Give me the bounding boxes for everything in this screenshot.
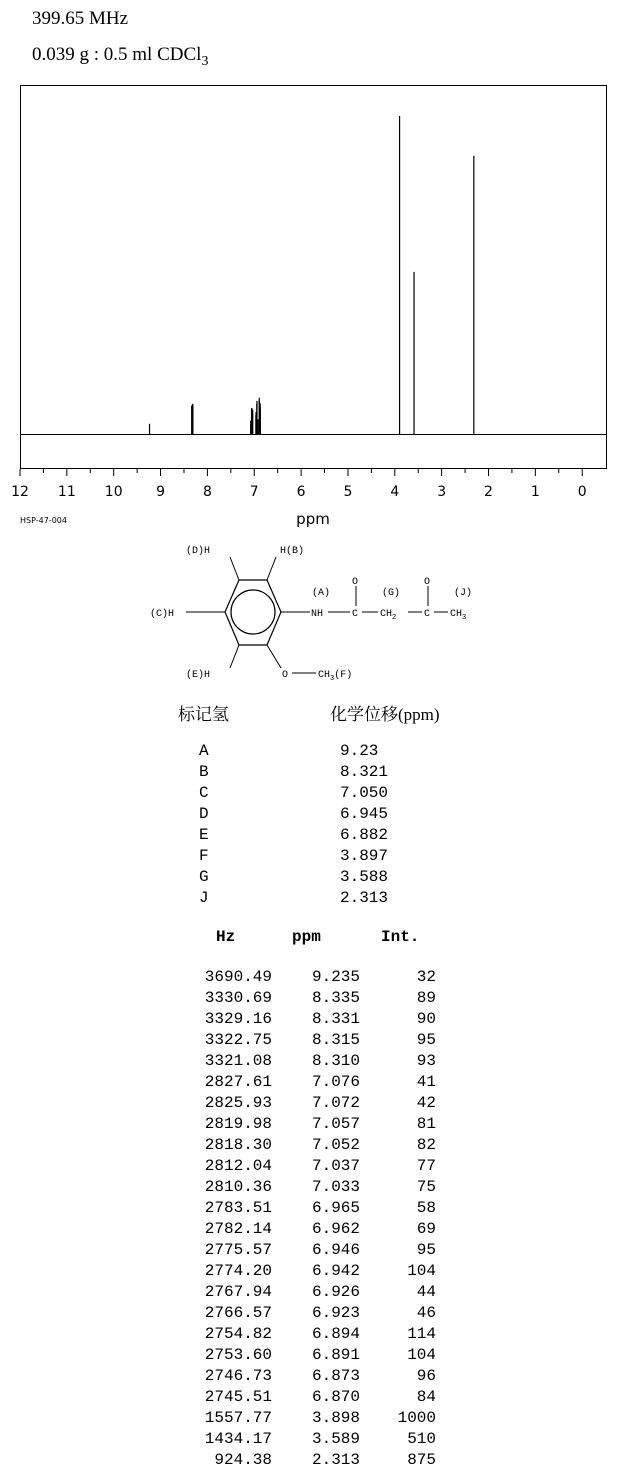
peak-row	[0, 1157, 626, 1178]
peak-hz: 3330.69	[204, 989, 272, 1007]
peak-ppm: 6.894	[311, 1325, 360, 1343]
peak-int: 84	[416, 1388, 436, 1406]
shift-col-shift: 化学位移(ppm)	[330, 705, 440, 724]
tick-label-4: 4	[390, 484, 400, 500]
peak-hz: 3329.16	[204, 1010, 272, 1028]
peak-ppm: 8.310	[311, 1052, 360, 1070]
peak-ppm: 6.873	[311, 1367, 360, 1385]
peak-ppm: 6.870	[311, 1388, 360, 1406]
sample-subscript: 3	[201, 53, 209, 69]
shift-value: 6.945	[340, 805, 389, 823]
peak-hz: 2774.20	[204, 1262, 272, 1280]
peak-int: 46	[416, 1304, 436, 1322]
peak-int: 58	[416, 1199, 436, 1217]
peak-ppm: 7.076	[311, 1073, 360, 1091]
shift-value: 9.23	[340, 742, 379, 760]
peak-ppm: 6.891	[311, 1346, 360, 1364]
och3-subscript: 3	[330, 675, 335, 683]
peak-ppm: 7.037	[311, 1157, 360, 1175]
peak-row	[0, 1262, 626, 1283]
bond-d	[230, 557, 239, 580]
peak-int: 32	[416, 968, 436, 986]
label-g: (G)	[382, 588, 401, 599]
peak-hz: 2810.36	[204, 1178, 272, 1196]
tick-label-3: 3	[437, 484, 447, 500]
peak-int: 41	[416, 1073, 436, 1091]
peak-ppm: 6.962	[311, 1220, 360, 1238]
peak-int: 82	[416, 1136, 436, 1154]
spectrometer-frequency: 399.65 MHz	[32, 8, 129, 29]
bond-b	[267, 557, 276, 580]
peak-hz: 2818.30	[204, 1136, 272, 1154]
ch2-subscript: 2	[392, 614, 397, 622]
shift-row	[0, 889, 626, 910]
peak-hz: 1557.77	[204, 1409, 272, 1427]
shift-label: F	[199, 847, 209, 865]
peak-col-int: Int.	[381, 928, 420, 946]
atom-ch2	[380, 609, 396, 622]
peak-ppm: 6.965	[311, 1199, 360, 1217]
shift-row	[0, 847, 626, 868]
peak-row	[0, 1325, 626, 1346]
peak-row	[0, 1010, 626, 1031]
peak-hz: 3321.08	[204, 1052, 272, 1070]
shift-value: 7.050	[340, 784, 389, 802]
ch3-subscript: 3	[462, 614, 467, 622]
atom-c-1: C	[352, 609, 359, 620]
peak-int: 1000	[397, 1409, 436, 1427]
tick-label-5: 5	[343, 484, 353, 500]
peak-int: 96	[416, 1367, 436, 1385]
peak-hz: 2825.93	[204, 1094, 272, 1112]
shift-label: A	[199, 742, 209, 760]
label-b: H(B)	[280, 546, 305, 557]
shift-row	[0, 784, 626, 805]
peak-int: 104	[407, 1346, 436, 1364]
peak-row	[0, 1136, 626, 1157]
ch3-text: CH	[450, 609, 463, 620]
peak-row	[0, 1052, 626, 1073]
shift-label: G	[199, 868, 209, 886]
atom-ch3	[450, 609, 466, 622]
peak-ppm: 6.926	[311, 1283, 360, 1301]
shift-value: 3.588	[340, 868, 389, 886]
label-d: (D)H	[186, 546, 211, 557]
och3-text: CH	[318, 670, 331, 681]
shift-row	[0, 763, 626, 784]
atom-o-1: O	[352, 577, 359, 588]
peak-hz: 2827.61	[204, 1073, 272, 1091]
peak-int: 90	[416, 1010, 436, 1028]
peak-ppm: 2.313	[311, 1451, 360, 1469]
tick-label-6: 6	[296, 484, 306, 500]
peak-row	[0, 1304, 626, 1325]
bond-e	[230, 645, 239, 668]
peak-row	[0, 1241, 626, 1262]
peak-hz: 3322.75	[204, 1031, 272, 1049]
peak-int: 89	[416, 989, 436, 1007]
peak-hz: 2767.94	[204, 1283, 272, 1301]
peak-int: 510	[407, 1430, 436, 1448]
peak-ppm: 3.589	[311, 1430, 360, 1448]
molecule-structure	[0, 0, 626, 700]
och3-label-f: (F)	[334, 670, 353, 681]
peak-hz: 2753.60	[204, 1346, 272, 1364]
peak-row	[0, 989, 626, 1010]
atom-och3	[318, 669, 352, 683]
label-a: (A)	[312, 588, 331, 599]
peak-int: 93	[416, 1052, 436, 1070]
peak-row	[0, 1178, 626, 1199]
peak-ppm: 6.946	[311, 1241, 360, 1259]
shift-row	[0, 868, 626, 889]
peak-int: 95	[416, 1031, 436, 1049]
tick-label-8: 8	[202, 484, 212, 500]
peak-table	[0, 968, 626, 1472]
shift-value: 8.321	[340, 763, 389, 781]
peak-col-ppm: ppm	[292, 928, 321, 946]
peak-hz: 2766.57	[204, 1304, 272, 1322]
peak-row	[0, 1031, 626, 1052]
peak-hz: 2783.51	[204, 1199, 272, 1217]
label-j: (J)	[454, 588, 473, 599]
shift-label: E	[199, 826, 209, 844]
peak-hz: 1434.17	[204, 1430, 272, 1448]
shift-label: J	[199, 889, 209, 907]
ch2-text: CH	[380, 609, 393, 620]
peak-hz: 924.38	[214, 1451, 272, 1469]
tick-label-2: 2	[484, 484, 493, 500]
peak-int: 44	[416, 1283, 436, 1301]
x-axis-label: ppm	[296, 510, 330, 528]
atom-c-2: C	[424, 609, 431, 620]
peak-row	[0, 1115, 626, 1136]
peak-row	[0, 1388, 626, 1409]
shift-col-label: 标记氢	[178, 705, 229, 724]
shift-label: C	[199, 784, 209, 802]
peak-row	[0, 1094, 626, 1115]
peak-ppm: 7.052	[311, 1136, 360, 1154]
tick-label-7: 7	[249, 484, 259, 500]
tick-label-11: 11	[57, 484, 76, 500]
peak-row	[0, 1283, 626, 1304]
peak-ppm: 7.033	[311, 1178, 360, 1196]
shift-value: 6.882	[340, 826, 389, 844]
shift-label: B	[199, 763, 209, 781]
peak-int: 75	[416, 1178, 436, 1196]
peak-hz: 3690.49	[204, 968, 272, 986]
peak-ppm: 8.331	[311, 1010, 360, 1028]
peak-int: 95	[416, 1241, 436, 1259]
peak-row	[0, 1346, 626, 1367]
peak-col-hz: Hz	[216, 928, 236, 946]
tick-label-1: 1	[530, 484, 540, 500]
peak-int: 42	[416, 1094, 436, 1112]
tick-label-12: 12	[11, 484, 29, 500]
peak-hz: 2819.98	[204, 1115, 272, 1133]
peak-hz: 2812.04	[204, 1157, 272, 1175]
tick-label-10: 10	[104, 484, 123, 500]
peak-row	[0, 1451, 626, 1472]
aromatic-circle	[231, 590, 275, 634]
peak-row	[0, 1220, 626, 1241]
peak-hz: 2775.57	[204, 1241, 272, 1259]
peak-ppm: 3.898	[311, 1409, 360, 1427]
atom-o-3: O	[282, 670, 289, 681]
peak-row	[0, 1409, 626, 1430]
atom-o-2: O	[424, 577, 431, 588]
peak-int: 114	[407, 1325, 436, 1343]
shift-row	[0, 826, 626, 847]
peak-row	[0, 1367, 626, 1388]
peak-int: 69	[416, 1220, 436, 1238]
tick-label-0: 0	[577, 484, 587, 500]
label-c: (C)H	[150, 609, 175, 620]
peak-hz: 2746.73	[204, 1367, 272, 1385]
peak-hz: 2782.14	[204, 1220, 272, 1238]
peak-row	[0, 1430, 626, 1451]
peak-row	[0, 1073, 626, 1094]
peak-row	[0, 968, 626, 989]
peak-ppm: 8.315	[311, 1031, 360, 1049]
bond-o	[267, 645, 281, 668]
peak-ppm: 9.235	[311, 968, 360, 986]
peak-row	[0, 1199, 626, 1220]
peak-ppm: 7.057	[311, 1115, 360, 1133]
shift-value: 3.897	[340, 847, 389, 865]
peak-hz: 2754.82	[204, 1325, 272, 1343]
shift-row	[0, 742, 626, 763]
shift-label: D	[199, 805, 209, 823]
peak-int: 77	[416, 1157, 436, 1175]
peak-int: 875	[407, 1451, 436, 1469]
peak-hz: 2745.51	[204, 1388, 272, 1406]
peak-ppm: 6.923	[311, 1304, 360, 1322]
peak-int: 81	[416, 1115, 436, 1133]
sample-main-text: 0.039 g : 0.5 ml CDCl	[32, 44, 202, 65]
peak-ppm: 8.335	[311, 989, 360, 1007]
label-e: (E)H	[186, 670, 211, 681]
shift-row	[0, 805, 626, 826]
peak-ppm: 6.942	[311, 1262, 360, 1280]
atom-nh: NH	[311, 609, 324, 620]
tick-label-9: 9	[156, 484, 166, 500]
peak-int: 104	[407, 1262, 436, 1280]
shift-value: 2.313	[340, 889, 389, 907]
shift-table	[0, 742, 626, 910]
peak-ppm: 7.072	[311, 1094, 360, 1112]
spectrum-code: HSP-47-004	[20, 516, 67, 525]
